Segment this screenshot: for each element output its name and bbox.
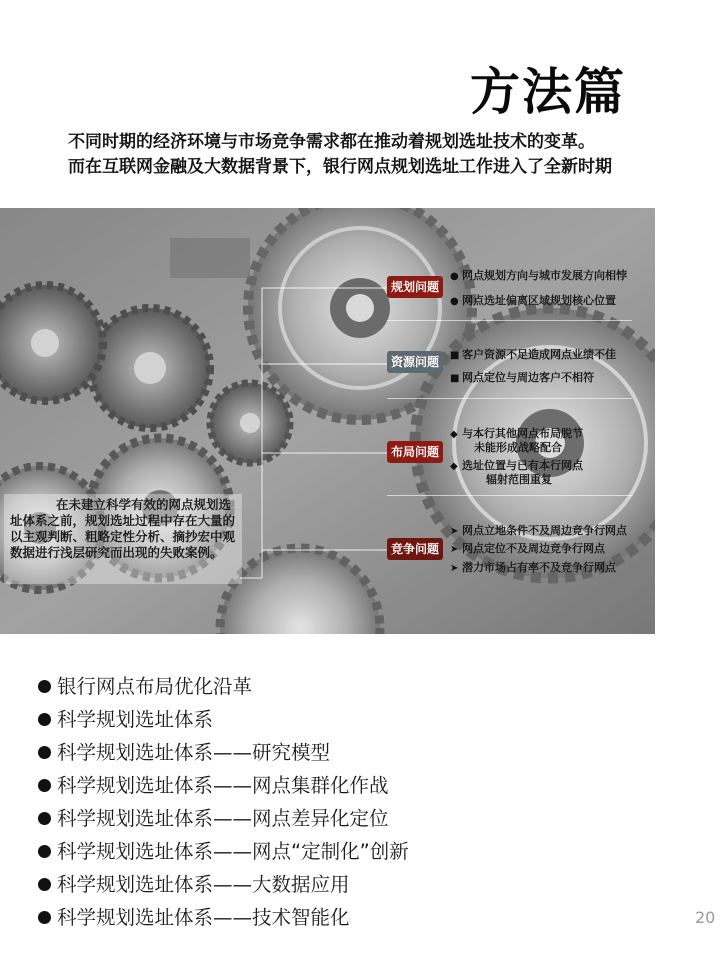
bullet-dot-icon (38, 911, 51, 924)
resource-item-2: ■ 网点定位与周边客户不相符 (450, 371, 594, 384)
list-item: 科学规划选址体系——网点差异化定位 (38, 802, 409, 835)
gears-photo-panel (0, 208, 655, 634)
intro-paragraph: 在未建立科学有效的网点规划选址体系之前，规划选址过程中存在大量的以主观判断、粗略定性分析、摘抄宏中观数据进行浅层研究而出现的失败案例。 (10, 497, 236, 560)
bullet-icon: ■ (450, 350, 460, 361)
tag-competition-problem: 竞争问题 (387, 538, 443, 560)
layout-item-2-cont: 辐射范围重复 (486, 473, 552, 486)
list-item: 科学规划选址体系——大数据应用 (38, 868, 409, 901)
layout-item-2: ◆ 选址位置与已有本行网点 (450, 459, 583, 472)
bullet-dot-icon (38, 812, 51, 825)
tag-resource-problem: 资源问题 (387, 351, 443, 373)
bullet-dot-icon (38, 713, 51, 726)
bullet-dot-icon (38, 680, 51, 693)
list-item: 科学规划选址体系 (38, 703, 409, 736)
bullet-icon: ● (450, 296, 459, 307)
competition-item-3: ➤ 潜力市场占有率不及竞争行网点 (450, 561, 616, 574)
bullet-icon: ◆ (450, 429, 458, 440)
bullet-icon: ➤ (450, 544, 459, 555)
layout-item-1-cont: 未能形成战略配合 (474, 441, 562, 454)
planning-item-2: ● 网点选址偏离区域规划核心位置 (450, 294, 616, 307)
bullet-icon: ● (450, 271, 459, 282)
bullet-dot-icon (38, 746, 51, 759)
bullet-icon: ■ (450, 373, 460, 384)
page-title: 方法篇 (470, 63, 626, 121)
tag-layout-problem: 布局问题 (387, 441, 443, 463)
bullet-icon: ➤ (450, 563, 459, 574)
list-item: 科学规划选址体系——研究模型 (38, 736, 409, 769)
competition-item-2: ➤ 网点定位不及周边竞争行网点 (450, 542, 605, 555)
topic-list (38, 670, 409, 934)
list-item: 银行网点布局优化沿革 (38, 670, 409, 703)
bullet-dot-icon (38, 779, 51, 792)
bullet-icon: ➤ (450, 526, 459, 537)
divider (387, 495, 632, 496)
bullet-icon: ◆ (450, 461, 458, 472)
competition-item-1: ➤ 网点立地条件不及周边竞争行网点 (450, 524, 627, 537)
list-item: 科学规划选址体系——网点“定制化”创新 (38, 835, 409, 868)
planning-item-1: ● 网点规划方向与城市发展方向相悖 (450, 269, 627, 282)
page-number: 20 (695, 908, 716, 927)
subtitle (68, 130, 688, 180)
layout-item-1: ◆ 与本行其他网点布局脱节 (450, 427, 583, 440)
resource-item-1: ■ 客户资源不足造成网点业绩不佳 (450, 348, 616, 361)
list-item: 科学规划选址体系——网点集群化作战 (38, 769, 409, 802)
subtitle-line-2: 而在互联网金融及大数据背景下，银行网点规划选址工作进入了全新时期 (68, 157, 612, 177)
divider (387, 398, 632, 399)
subtitle-line-1: 不同时期的经济环境与市场竞争需求都在推动着规划选址技术的变革。 (68, 132, 595, 152)
divider (387, 320, 632, 321)
tag-planning-problem: 规划问题 (387, 276, 443, 298)
bullet-dot-icon (38, 878, 51, 891)
list-item: 科学规划选址体系——技术智能化 (38, 901, 409, 934)
bullet-dot-icon (38, 845, 51, 858)
